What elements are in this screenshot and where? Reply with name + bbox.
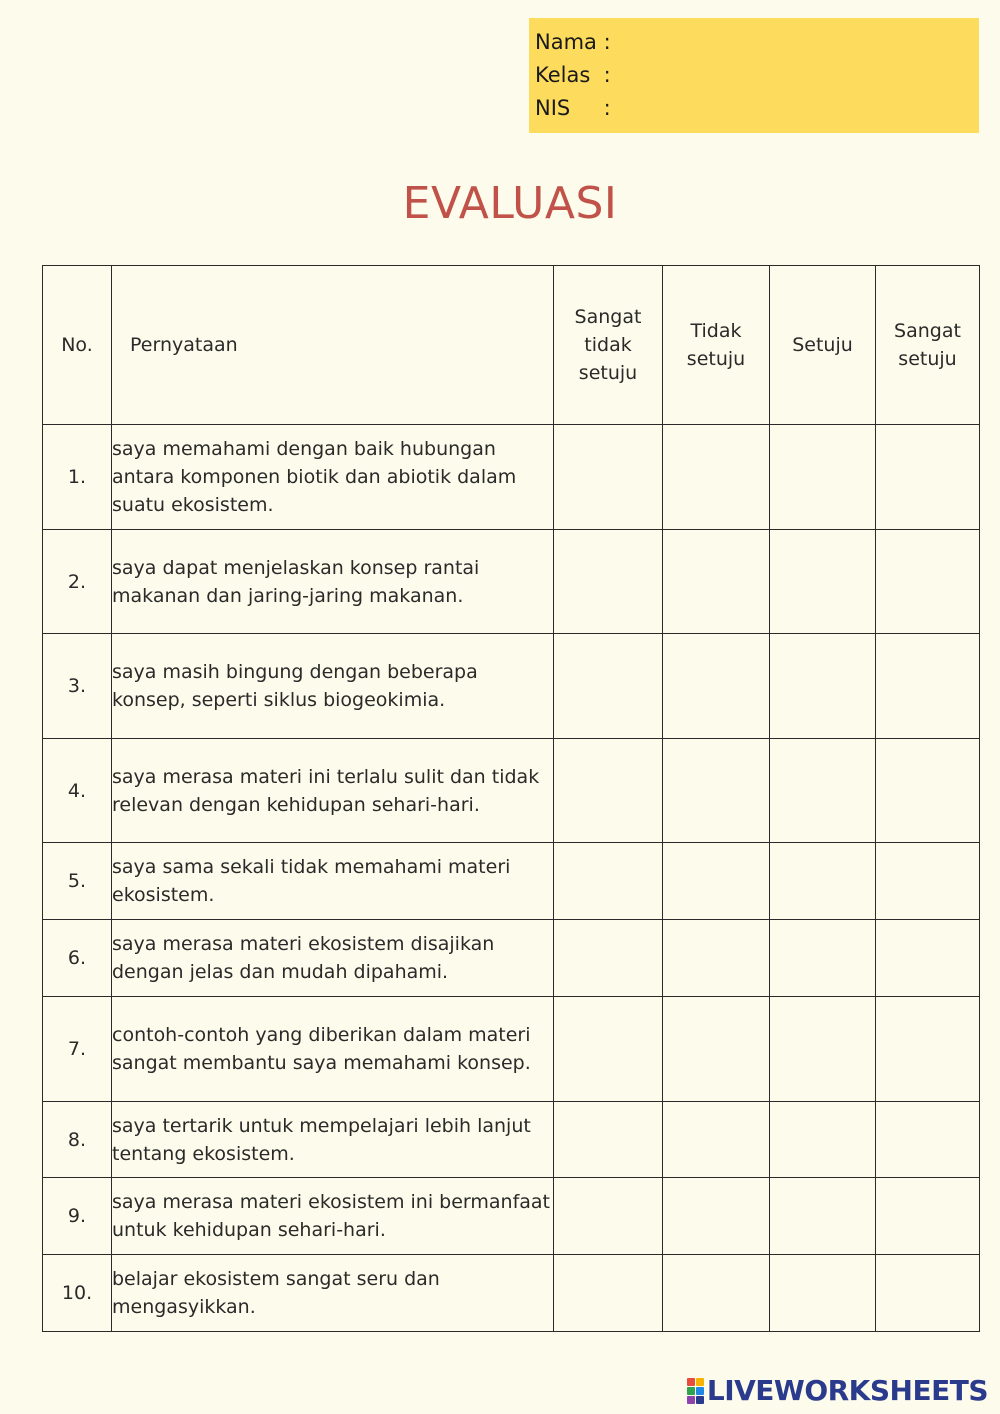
choice-tidak-setuju[interactable] — [663, 739, 770, 843]
row-statement: contoh-contoh yang diberikan dalam materi sangat membantu saya memahami konsep. — [112, 997, 554, 1102]
row-statement: saya masih bingung dengan beberapa konsep, seperti siklus biogeokimia. — [112, 634, 554, 739]
choice-sangat-setuju[interactable] — [876, 1102, 980, 1178]
table-row — [43, 1178, 980, 1255]
choice-sangat-setuju[interactable] — [876, 920, 980, 997]
row-statement: saya merasa materi ini terlalu sulit dan tidak relevan dengan kehidupan sehari-hari. — [112, 739, 554, 843]
row-number: 7. — [43, 997, 112, 1102]
row-number: 1. — [43, 425, 112, 530]
choice-sangat-tidak-setuju[interactable] — [554, 843, 663, 920]
choice-sangat-setuju[interactable] — [876, 1178, 980, 1255]
liveworksheets-logo-icon — [687, 1378, 704, 1404]
table-row — [43, 1102, 980, 1178]
choice-setuju[interactable] — [770, 425, 876, 530]
table-row — [43, 634, 980, 739]
logo-square — [696, 1378, 704, 1386]
liveworksheets-brand — [687, 1376, 988, 1406]
choice-sangat-setuju[interactable] — [876, 425, 980, 530]
scale-label-1: Sangat tidak setuju — [574, 306, 642, 384]
choice-tidak-setuju[interactable] — [663, 1102, 770, 1178]
row-statement: saya sama sekali tidak memahami materi ekosistem. — [112, 843, 554, 920]
table-row — [43, 1255, 980, 1332]
scale-label-4: Sangat setuju — [894, 320, 961, 370]
choice-sangat-setuju[interactable] — [876, 739, 980, 843]
choice-setuju[interactable] — [770, 1255, 876, 1332]
header-scale-2 — [663, 266, 770, 425]
table-row — [43, 739, 980, 843]
evaluation-table — [42, 265, 980, 1332]
choice-sangat-tidak-setuju[interactable] — [554, 1255, 663, 1332]
row-number: 9. — [43, 1178, 112, 1255]
row-number: 6. — [43, 920, 112, 997]
choice-setuju[interactable] — [770, 739, 876, 843]
page-title: EVALUASI — [402, 178, 618, 229]
table-row — [43, 920, 980, 997]
choice-sangat-tidak-setuju[interactable] — [554, 739, 663, 843]
choice-tidak-setuju[interactable] — [663, 920, 770, 997]
header-statement: Pernyataan — [112, 266, 554, 425]
row-statement: saya merasa materi ekosistem disajikan dengan jelas dan mudah dipahami. — [112, 920, 554, 997]
header-scale-4 — [876, 266, 980, 425]
choice-tidak-setuju[interactable] — [663, 843, 770, 920]
row-number: 4. — [43, 739, 112, 843]
choice-sangat-tidak-setuju[interactable] — [554, 530, 663, 634]
choice-sangat-tidak-setuju[interactable] — [554, 920, 663, 997]
row-number: 8. — [43, 1102, 112, 1178]
choice-tidak-setuju[interactable] — [663, 997, 770, 1102]
nama-label: Nama : — [535, 30, 611, 54]
choice-sangat-setuju[interactable] — [876, 634, 980, 739]
logo-square — [687, 1387, 695, 1395]
choice-sangat-tidak-setuju[interactable] — [554, 997, 663, 1102]
choice-sangat-tidak-setuju[interactable] — [554, 634, 663, 739]
choice-setuju[interactable] — [770, 1102, 876, 1178]
table-row — [43, 843, 980, 920]
row-number: 2. — [43, 530, 112, 634]
choice-sangat-setuju[interactable] — [876, 997, 980, 1102]
row-number: 3. — [43, 634, 112, 739]
header-scale-3 — [770, 266, 876, 425]
row-number: 5. — [43, 843, 112, 920]
logo-square — [696, 1396, 704, 1404]
choice-setuju[interactable] — [770, 920, 876, 997]
row-statement: saya memahami dengan baik hubungan antara komponen biotik dan abiotik dalam suatu ekosistem. — [112, 425, 554, 530]
row-statement: saya dapat menjelaskan konsep rantai makanan dan jaring-jaring makanan. — [112, 530, 554, 634]
row-statement: saya merasa materi ekosistem ini bermanfaat untuk kehidupan sehari-hari. — [112, 1178, 554, 1255]
choice-setuju[interactable] — [770, 530, 876, 634]
row-number: 10. — [43, 1255, 112, 1332]
choice-setuju[interactable] — [770, 634, 876, 739]
nis-label: NIS : — [535, 96, 611, 120]
logo-square — [687, 1378, 695, 1386]
liveworksheets-wordmark: LIVEWORKSHEETS — [706, 1374, 988, 1407]
header-no: No. — [43, 266, 112, 425]
table-header-row — [43, 266, 980, 425]
choice-sangat-tidak-setuju[interactable] — [554, 425, 663, 530]
table-row — [43, 997, 980, 1102]
row-statement: belajar ekosistem sangat seru dan mengasyikkan. — [112, 1255, 554, 1332]
choice-sangat-setuju[interactable] — [876, 843, 980, 920]
choice-tidak-setuju[interactable] — [663, 1178, 770, 1255]
choice-setuju[interactable] — [770, 843, 876, 920]
table-row — [43, 530, 980, 634]
choice-setuju[interactable] — [770, 1178, 876, 1255]
scale-label-3: Setuju — [792, 334, 853, 356]
choice-setuju[interactable] — [770, 997, 876, 1102]
kelas-label: Kelas : — [535, 63, 611, 87]
header-scale-1 — [554, 266, 663, 425]
choice-tidak-setuju[interactable] — [663, 634, 770, 739]
scale-label-2: Tidak setuju — [686, 320, 746, 370]
choice-tidak-setuju[interactable] — [663, 530, 770, 634]
choice-sangat-setuju[interactable] — [876, 1255, 980, 1332]
logo-square — [687, 1396, 695, 1404]
row-statement: saya tertarik untuk mempelajari lebih lanjut tentang ekosistem. — [112, 1102, 554, 1178]
choice-sangat-setuju[interactable] — [876, 530, 980, 634]
choice-tidak-setuju[interactable] — [663, 425, 770, 530]
logo-square — [696, 1387, 704, 1395]
table-row — [43, 425, 980, 530]
choice-sangat-tidak-setuju[interactable] — [554, 1178, 663, 1255]
choice-sangat-tidak-setuju[interactable] — [554, 1102, 663, 1178]
choice-tidak-setuju[interactable] — [663, 1255, 770, 1332]
student-info-box — [529, 18, 979, 133]
